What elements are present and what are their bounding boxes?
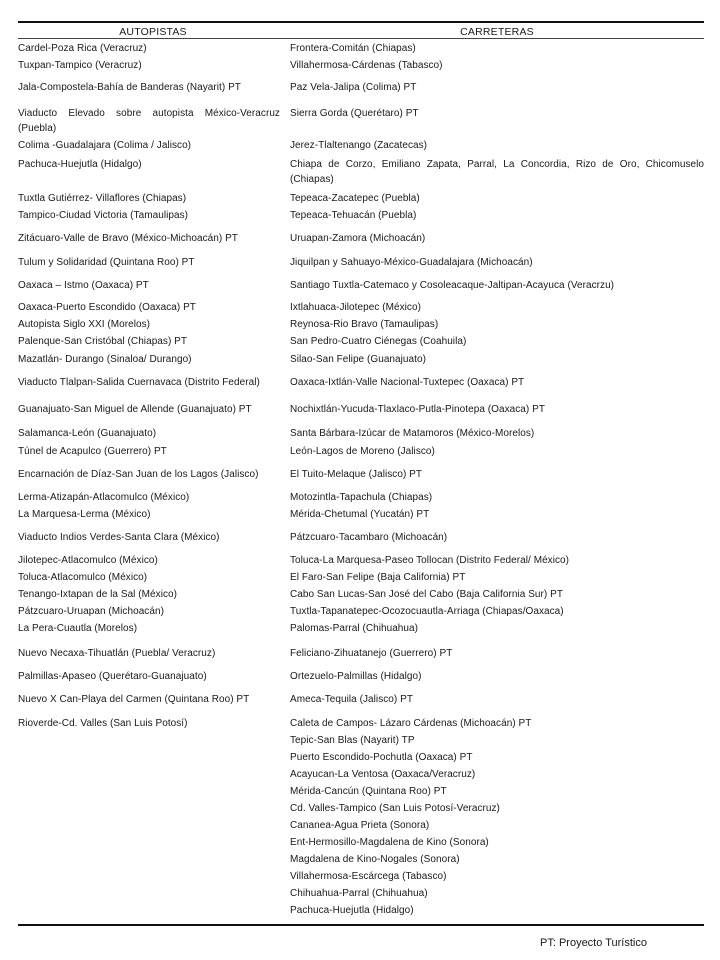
carretera-cell: Chihuahua-Parral (Chihuahua) <box>290 888 428 899</box>
autopista-cell: Zitácuaro-Valle de Bravo (México-Michoacán) PT <box>18 233 238 244</box>
carretera-cell: Cananea-Agua Prieta (Sonora) <box>290 820 430 831</box>
carretera-cell: Santa Bárbara-Izúcar de Matamoros (México-Morelos) <box>290 428 535 439</box>
autopista-cell: Nuevo Necaxa-Tihuatlán (Puebla/ Veracruz) <box>18 648 216 659</box>
autopista-cell: Oaxaca – Istmo (Oaxaca) PT <box>18 280 149 291</box>
autopista-cell: Tulum y Solidaridad (Quintana Roo) PT <box>18 257 195 268</box>
carretera-cell: Uruapan-Zamora (Michoacán) <box>290 233 426 244</box>
table-top-rule <box>18 21 704 23</box>
carretera-cell: Oaxaca-Ixtlán-Valle Nacional-Tuxtepec (Oaxaca) PT <box>290 377 525 388</box>
carretera-cell: Villahermosa-Escárcega (Tabasco) <box>290 871 447 882</box>
autopista-cell: Jala-Compostela-Bahía de Banderas (Nayarit) PT <box>18 82 241 93</box>
autopista-cell: Viaducto Indios Verdes-Santa Clara (México) <box>18 532 220 543</box>
autopista-cell: Autopista Siglo XXI (Morelos) <box>18 319 151 330</box>
carretera-cell: Feliciano-Zihuatanejo (Guerrero) PT <box>290 648 453 659</box>
autopista-cell: La Pera-Cuautla (Morelos) <box>18 623 138 634</box>
autopista-cell: Pachuca-Huejutla (Hidalgo) <box>18 159 142 170</box>
autopista-cell: Colima -Guadalajara (Colima / Jalisco) <box>18 140 192 151</box>
autopista-cell: Túnel de Acapulco (Guerrero) PT <box>18 446 167 457</box>
autopista-cell: Tampico-Ciudad Victoria (Tamaulipas) <box>18 210 189 221</box>
carretera-cell: Silao-San Felipe (Guanajuato) <box>290 354 426 365</box>
autopista-cell: La Marquesa-Lerma (México) <box>18 509 151 520</box>
carretera-cell: Paz Vela-Jalipa (Colima) PT <box>290 82 417 93</box>
carretera-cell: Toluca-La Marquesa-Paseo Tollocan (Distrito Federal/ México) <box>290 555 570 566</box>
carretera-cell: El Tuito-Melaque (Jalisco) PT <box>290 469 423 480</box>
carretera-cell: Frontera-Comitán (Chiapas) <box>290 43 416 54</box>
header-autopistas: AUTOPISTAS <box>119 26 187 38</box>
autopista-cell: Encarnación de Díaz-San Juan de los Lagos (Jalisco) <box>18 469 259 480</box>
carretera-cell: León-Lagos de Moreno (Jalisco) <box>290 446 435 457</box>
carretera-cell: Ameca-Tequila (Jalisco) PT <box>290 694 414 705</box>
carretera-cell: Jerez-Tlaltenango (Zacatecas) <box>290 140 428 151</box>
carretera-cell: Villahermosa-Cárdenas (Tabasco) <box>290 60 443 71</box>
header-carreteras: CARRETERAS <box>460 26 534 38</box>
autopista-cell: Nuevo X Can-Playa del Carmen (Quintana Roo) PT <box>18 694 250 705</box>
carretera-cell: Puerto Escondido-Pochutla (Oaxaca) PT <box>290 752 473 763</box>
carretera-cell: Reynosa-Rio Bravo (Tamaulipas) <box>290 319 439 330</box>
carretera-cell: Cabo San Lucas-San José del Cabo (Baja California Sur) PT <box>290 589 563 600</box>
autopista-cell: Jilotepec-Atlacomulco (México) <box>18 555 158 566</box>
carretera-cell: Tepeaca-Zacatepec (Puebla) <box>290 193 420 204</box>
carretera-cell: Motozintla-Tapachula (Chiapas) <box>290 492 433 503</box>
carretera-cell: Pachuca-Huejutla (Hidalgo) <box>290 905 414 916</box>
carretera-cell: Tepeaca-Tehuacán (Puebla) <box>290 210 417 221</box>
carretera-cell: Magdalena de Kino-Nogales (Sonora) <box>290 854 460 865</box>
autopista-cell: Tuxtla Gutiérrez- Villaflores (Chiapas) <box>18 193 187 204</box>
carretera-cell: Caleta de Campos- Lázaro Cárdenas (Michoacán) PT <box>290 718 532 729</box>
carretera-cell: Jiquilpan y Sahuayo-México-Guadalajara (Michoacán) <box>290 257 533 268</box>
autopista-cell: Mazatlán- Durango (Sinaloa/ Durango) <box>18 354 192 365</box>
carretera-cell: Palomas-Parral (Chihuahua) <box>290 623 419 634</box>
autopista-cell: Rioverde-Cd. Valles (San Luis Potosí) <box>18 718 188 729</box>
autopista-cell: Viaducto Tlalpan-Salida Cuernavaca (Distrito Federal) <box>18 377 260 388</box>
carretera-cell: Cd. Valles-Tampico (San Luis Potosí-Veracruz) <box>290 803 500 814</box>
carretera-cell: Ent-Hermosillo-Magdalena de Kino (Sonora) <box>290 837 489 848</box>
autopista-cell: Palenque-San Cristóbal (Chiapas) PT <box>18 336 188 347</box>
header-rule <box>18 38 704 39</box>
autopista-cell: Salamanca-León (Guanajuato) <box>18 428 157 439</box>
autopista-cell: Viaducto Elevado sobre autopista México-Veracruz (Puebla) <box>18 108 280 134</box>
carretera-cell: Chiapa de Corzo, Emiliano Zapata, Parral, La Concordia, Rizo de Oro, Chicomuselo (Chiapas) <box>290 159 704 185</box>
autopista-cell: Pátzcuaro-Uruapan (Michoacán) <box>18 606 164 617</box>
autopista-cell: Lerma-Atizapán-Atlacomulco (México) <box>18 492 190 503</box>
autopista-cell: Guanajuato-San Miguel de Allende (Guanajuato) PT <box>18 404 252 415</box>
carretera-cell: Acayucan-La Ventosa (Oaxaca/Veracruz) <box>290 769 476 780</box>
carretera-cell: El Faro-San Felipe (Baja California) PT <box>290 572 466 583</box>
carretera-cell: Mérida-Chetumal (Yucatán) PT <box>290 509 430 520</box>
carretera-cell: Sierra Gorda (Querétaro) PT <box>290 108 419 119</box>
autopista-cell: Cardel-Poza Rica (Veracruz) <box>18 43 147 54</box>
autopista-cell: Tenango-Ixtapan de la Sal (México) <box>18 589 178 600</box>
table-bottom-rule <box>18 924 704 926</box>
carretera-cell: Pátzcuaro-Tacambaro (Michoacán) <box>290 532 448 543</box>
carretera-cell: Ixtlahuaca-Jilotepec (México) <box>290 302 421 313</box>
autopista-cell: Toluca-Atlacomulco (México) <box>18 572 148 583</box>
autopista-cell: Palmillas-Apaseo (Querétaro-Guanajuato) <box>18 671 207 682</box>
carretera-cell: San Pedro-Cuatro Ciénegas (Coahuila) <box>290 336 467 347</box>
carretera-cell: Tuxtla-Tapanatepec-Ocozocuautla-Arriaga (Chiapas/Oaxaca) <box>290 606 564 617</box>
carretera-cell: Mérida-Cancún (Quintana Roo) PT <box>290 786 447 797</box>
carretera-cell: Nochixtlán-Yucuda-Tlaxlaco-Putla-Pinotepa (Oaxaca) PT <box>290 404 545 415</box>
carretera-cell: Ortezuelo-Palmillas (Hidalgo) <box>290 671 422 682</box>
autopista-cell: Tuxpan-Tampico (Veracruz) <box>18 60 142 71</box>
carretera-cell: Tepic-San Blas (Nayarit) TP <box>290 735 415 746</box>
carretera-cell: Santiago Tuxtla-Catemaco y Cosoleacaque-Jaltipan-Acayuca (Veracrzu) <box>290 280 615 291</box>
footnote: PT: Proyecto Turístico <box>540 937 647 949</box>
autopista-cell: Oaxaca-Puerto Escondido (Oaxaca) PT <box>18 302 196 313</box>
